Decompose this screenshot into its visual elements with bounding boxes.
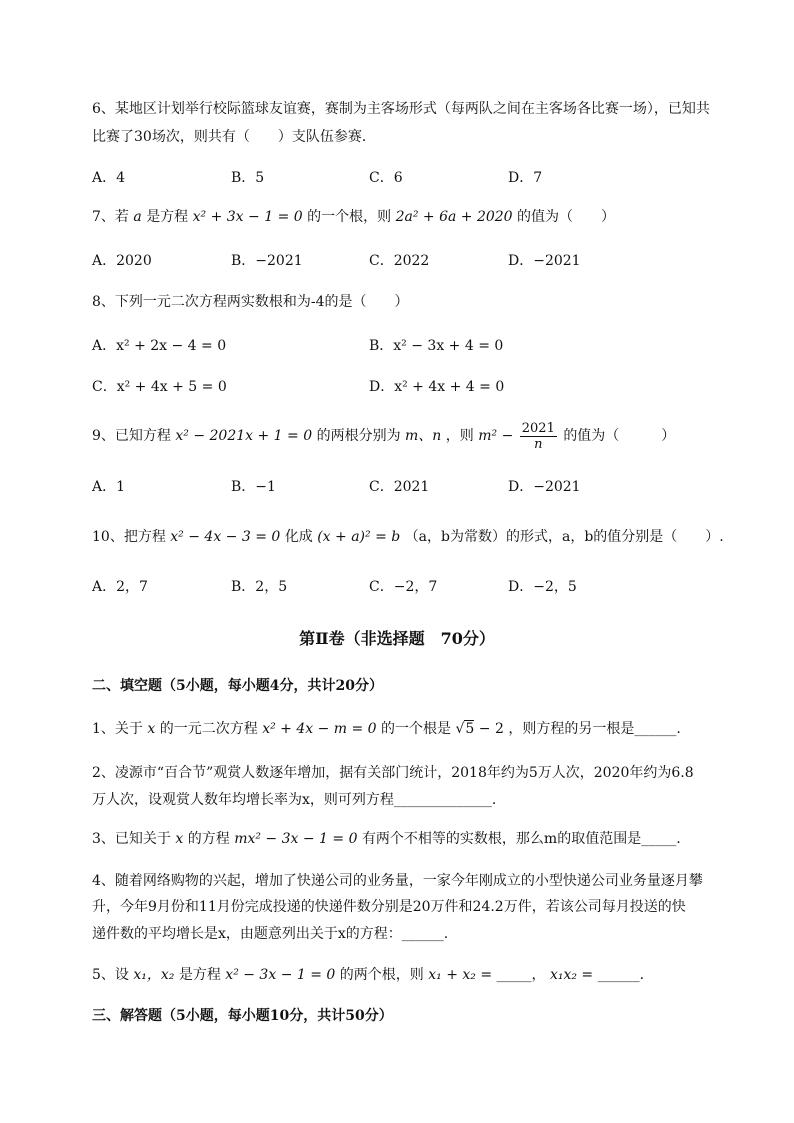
q8-option-a[interactable]: A．x² + 2x − 4 = 0 (92, 338, 227, 354)
q10-option-d[interactable]: D．−2，5 (508, 579, 577, 595)
q10-stem (92, 527, 724, 547)
q7-mid2: 的一个根，则 (307, 209, 392, 225)
f3-suffix: 有两个不相等的实数根，那么m的取值范围是_____. (361, 831, 681, 847)
q8-options-row1 (92, 336, 712, 356)
q9-options (92, 477, 712, 497)
q7-option-a[interactable]: A．2020 (92, 253, 152, 269)
q9-prefix: 9、已知方程 (92, 428, 171, 444)
q7-equation: x² + 3x − 1 = 0 (192, 209, 303, 225)
q10-equation: x² − 4x − 3 = 0 (170, 529, 281, 545)
q8-stem: 8、下列一元二次方程两实数根和为-4的是（ ） (92, 294, 409, 310)
f3-mid: 的方程 (187, 831, 230, 847)
f1-mid: 的一元二次方程 (159, 721, 258, 737)
q9-frac-denominator: n (534, 436, 543, 452)
q6-stem-line1: 6、某地区计划举行校际篮球友谊赛，赛制为主客场形式（每两队之间在主客场各比赛一场），已知共 (92, 101, 710, 117)
q10-options (92, 577, 712, 597)
q6-option-c[interactable]: C．6 (369, 170, 403, 186)
f1-prefix: 1、关于 (92, 721, 143, 737)
q7-option-b[interactable]: B．−2021 (231, 253, 303, 269)
f5-product: x₁x₂ = (549, 967, 594, 983)
q10-prefix: 10、把方程 (92, 529, 166, 545)
q9-stem (92, 418, 675, 454)
q10-form: (x + a)² = b (317, 529, 401, 545)
solve-heading: 三、解答题（5小题，每小题10分，共计50分） (92, 1008, 393, 1024)
f5-mid: 是方程 (178, 967, 221, 983)
q7-mid: 是方程 (146, 209, 189, 225)
q8-options-row2 (92, 377, 712, 397)
q10-option-b[interactable]: B．2，5 (231, 579, 288, 595)
q9-suffix: 的值为（ ） (563, 428, 676, 444)
f3-stem (92, 829, 681, 849)
q9-equation: x² − 2021x + 1 = 0 (175, 428, 313, 444)
q6-option-a[interactable]: A．4 (92, 170, 126, 186)
q10-suffix: （a，b为常数）的形式，a，b的值分别是（ ）. (404, 529, 724, 545)
f4-stem-line2: 升，今年9月份和11月份完成投递的快递件数分别是20万件和24.2万件，若该公司每月投送的快 (92, 899, 686, 915)
f2-stem-line2: 万人次，设观赏人数年均增长率为x，则可列方程______________. (92, 792, 497, 808)
f1-root-rest: − 2 (474, 721, 504, 737)
f3-equation: mx² − 3x − 1 = 0 (234, 831, 358, 847)
q10-option-c[interactable]: C．−2，7 (369, 579, 438, 595)
f5-stem (92, 965, 644, 985)
f1-var: x (147, 721, 156, 737)
q9-vars: m、n (405, 428, 442, 444)
q9-mid2: ，则 (445, 428, 474, 444)
q9-frac-numerator: 2021 (521, 420, 555, 436)
q9-expr-left: m² − (478, 428, 514, 444)
q6-options (92, 168, 712, 188)
q7-options (92, 251, 712, 271)
f4-stem-line3: 递件数的平均增长是x，由题意列出关于x的方程：______. (92, 926, 449, 942)
q7-expression: 2a² + 6a + 2020 (395, 209, 513, 225)
f3-prefix: 3、已知关于 (92, 831, 171, 847)
f5-sum: x₁ + x₂ = (428, 967, 493, 983)
q9-option-c[interactable]: C．2021 (369, 479, 430, 495)
q9-option-a[interactable]: A．1 (92, 479, 126, 495)
q7-option-c[interactable]: C．2022 (369, 253, 430, 269)
q9-option-b[interactable]: B．−1 (231, 479, 276, 495)
q8-option-b[interactable]: B．x² − 3x + 4 = 0 (369, 338, 504, 354)
q7-option-d[interactable]: D．−2021 (508, 253, 581, 269)
q10-option-a[interactable]: A．2，7 (92, 579, 148, 595)
f4-stem-line1: 4、随着网络购物的兴起，增加了快递公司的业务量，一家今年刚成立的小型快递公司业务量逐月攀 (92, 873, 703, 889)
f5-vars: x₁，x₂ (133, 967, 175, 983)
q6-option-b[interactable]: B．5 (231, 170, 265, 186)
q7-stem (92, 207, 615, 227)
q7-suffix: 的值为（ ） (517, 209, 616, 225)
sqrt-icon: √ (455, 721, 465, 737)
q7-var: a (133, 209, 142, 225)
fill-blank-heading: 二、填空题（5小题，每小题4分，共计20分） (92, 678, 383, 694)
f1-root (455, 720, 503, 737)
q9-option-d[interactable]: D．−2021 (508, 479, 581, 495)
f5-blank2: ______. (597, 967, 645, 983)
f1-root-radicand: 5 (465, 721, 475, 737)
f1-mid2: 的一个根是 (381, 721, 452, 737)
q9-fraction (520, 421, 557, 452)
f5-equation: x² − 3x − 1 = 0 (225, 967, 336, 983)
f1-suffix: ，则方程的另一根是______. (508, 721, 681, 737)
q8-option-d[interactable]: D．x² + 4x + 4 = 0 (369, 379, 505, 395)
f1-stem (92, 719, 681, 739)
f5-mid2: 的两个根，则 (339, 967, 424, 983)
f5-blank1: _____， (496, 967, 546, 983)
q6-stem-line2: 比赛了30场次，则共有（ ）支队伍参赛． (92, 129, 376, 145)
f5-prefix: 5、设 (92, 967, 129, 983)
q10-mid: 化成 (284, 529, 313, 545)
q8-option-c[interactable]: C．x² + 4x + 5 = 0 (92, 379, 227, 395)
q7-prefix: 7、若 (92, 209, 129, 225)
f1-equation: x² + 4x − m = 0 (262, 721, 377, 737)
part2-title: 第Ⅱ卷（非选择题 70分） (299, 629, 495, 648)
q6-option-d[interactable]: D．7 (508, 170, 543, 186)
q9-mid: 的两根分别为 (316, 428, 401, 444)
f3-var: x (175, 831, 184, 847)
f2-stem-line1: 2、凌源市“百合节”观赏人数逐年增加，据有关部门统计，2018年约为5万人次，2020年约为6.8 (92, 765, 694, 781)
